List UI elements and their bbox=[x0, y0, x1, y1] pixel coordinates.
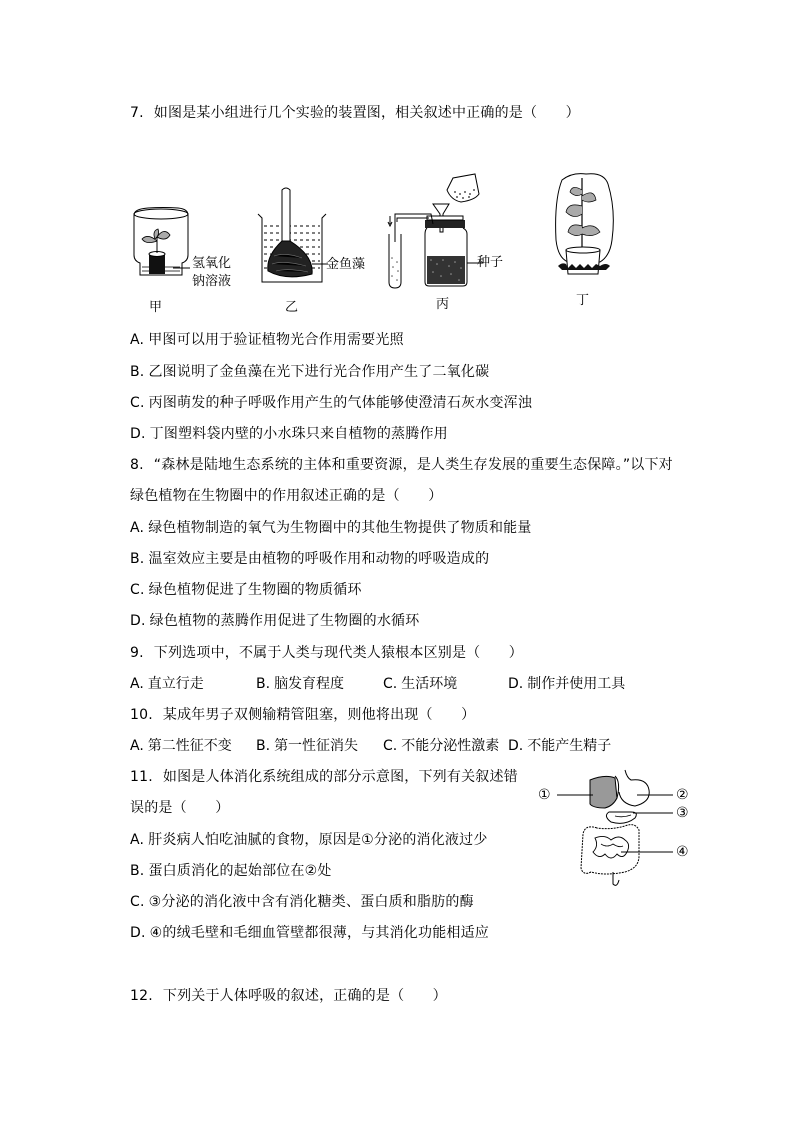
question-11-option-d[interactable] bbox=[130, 924, 489, 942]
option-letter: C. bbox=[383, 676, 398, 692]
digestive-label-3: ③ bbox=[676, 805, 689, 821]
bell-jar-plant-icon bbox=[128, 205, 198, 280]
option-text: 丁图塑料袋内壁的小水珠只来自植物的蒸腾作用 bbox=[149, 426, 448, 442]
option-text: 脑发育程度 bbox=[274, 676, 345, 692]
option-letter: D. bbox=[508, 676, 524, 692]
option-letter: D. bbox=[130, 613, 146, 629]
option-text: ③分泌的消化液中含有消化糖类、蛋白质和脂肪的酶 bbox=[148, 894, 474, 910]
question-9-option-b[interactable] bbox=[256, 675, 344, 693]
option-letter: B. bbox=[130, 551, 145, 567]
question-8-option-a[interactable] bbox=[130, 519, 532, 537]
option-letter: D. bbox=[508, 738, 524, 754]
option-text: 绿色植物制造的氧气为生物圈中的其他生物提供了物质和能量 bbox=[148, 520, 532, 536]
option-letter: D. bbox=[130, 426, 146, 442]
option-letter: C. bbox=[383, 738, 398, 754]
option-text: 绿色植物的蒸腾作用促进了生物圈的水循环 bbox=[149, 613, 420, 629]
question-7-stem bbox=[130, 104, 580, 122]
question-9-option-a[interactable] bbox=[130, 675, 204, 693]
figure-ding-plastic-bag-plant bbox=[552, 170, 618, 280]
option-letter: A. bbox=[130, 738, 144, 754]
question-8-option-c[interactable] bbox=[130, 581, 362, 599]
option-text: 乙图说明了金鱼藻在光下进行光合作用产生了二氧化碳 bbox=[148, 364, 490, 380]
panel-label-jia: 甲 bbox=[149, 300, 163, 315]
option-text: 直立行走 bbox=[147, 676, 204, 692]
question-7-option-b[interactable] bbox=[130, 363, 489, 381]
option-letter: A. bbox=[130, 676, 144, 692]
question-10-option-b[interactable] bbox=[256, 737, 358, 755]
question-number: 9. bbox=[130, 645, 144, 661]
question-11-option-c[interactable] bbox=[130, 893, 474, 911]
question-12-stem bbox=[130, 987, 447, 1005]
seed-bottle-testtube-icon bbox=[385, 172, 485, 290]
digestive-label-4: ④ bbox=[676, 844, 689, 860]
question-text: “森林是陆地生态系统的主体和重要资源，是人类生存发展的重要生态保障。”以下对 bbox=[153, 457, 673, 473]
option-letter: C. bbox=[130, 395, 145, 411]
option-letter: A. bbox=[130, 332, 145, 348]
question-7-option-a[interactable] bbox=[130, 331, 404, 349]
question-9-stem bbox=[130, 644, 523, 662]
question-number: 8. bbox=[130, 457, 144, 473]
question-11-stem-line1 bbox=[130, 768, 518, 786]
option-text: 肝炎病人怕吃油腻的食物，原因是①分泌的消化液过少 bbox=[148, 832, 488, 848]
option-text: 温室效应主要是由植物的呼吸作用和动物的呼吸造成的 bbox=[148, 551, 490, 567]
question-7-option-d[interactable] bbox=[130, 425, 448, 443]
option-letter: D. bbox=[130, 925, 146, 941]
question-text: 下列关于人体呼吸的叙述，正确的是（ ） bbox=[162, 988, 447, 1004]
digestive-label-2: ② bbox=[676, 787, 689, 803]
question-number: 10. bbox=[130, 707, 153, 723]
option-letter: C. bbox=[130, 894, 145, 910]
question-number: 7. bbox=[130, 105, 144, 121]
question-8-stem-line1 bbox=[130, 456, 673, 474]
label-naoh-1: 氢氧化 bbox=[192, 256, 232, 271]
question-text: 如图是某小组进行几个实验的装置图，相关叙述中正确的是（ ） bbox=[153, 105, 580, 121]
option-text: 甲图可以用于验证植物光合作用需要光照 bbox=[148, 332, 404, 348]
digestive-system-icon bbox=[535, 768, 695, 888]
figure-bing-seed-bottle bbox=[385, 172, 485, 290]
digestive-label-1: ① bbox=[538, 787, 551, 803]
option-letter: C. bbox=[130, 582, 145, 598]
option-letter: A. bbox=[130, 520, 145, 536]
question-number: 11. bbox=[130, 769, 153, 785]
question-text: 某成年男子双侧输精管阻塞，则他将出现（ ） bbox=[162, 707, 476, 723]
panel-label-yi: 乙 bbox=[285, 300, 299, 315]
figure-jia-bell-jar bbox=[128, 205, 198, 280]
option-text: 不能产生精子 bbox=[527, 738, 612, 754]
label-seeds: 种子 bbox=[477, 255, 504, 270]
question-8-stem-line2: 绿色植物在生物圈中的作用叙述正确的是（ ） bbox=[130, 488, 443, 504]
option-text: 生活环境 bbox=[401, 676, 458, 692]
option-text: 第二性征不变 bbox=[147, 738, 232, 754]
label-naoh-2: 钠溶液 bbox=[192, 274, 232, 289]
option-text: ④的绒毛壁和毛细血管壁都很薄，与其消化功能相适应 bbox=[149, 925, 489, 941]
question-8-option-d[interactable] bbox=[130, 612, 419, 630]
option-letter: B. bbox=[130, 863, 145, 879]
question-10-stem bbox=[130, 706, 475, 724]
option-text: 不能分泌性激素 bbox=[401, 738, 500, 754]
question-text: 如图是人体消化系统组成的部分示意图，下列有关叙述错 bbox=[162, 769, 518, 785]
question-11-option-b[interactable] bbox=[130, 862, 332, 880]
bagged-potted-plant-icon bbox=[552, 170, 618, 280]
option-text: 丙图萌发的种子呼吸作用产生的气体能够使澄清石灰水变浑浊 bbox=[148, 395, 533, 411]
panel-label-ding: 丁 bbox=[576, 293, 590, 308]
option-letter: A. bbox=[130, 832, 145, 848]
question-10-option-a[interactable] bbox=[130, 737, 232, 755]
option-text: 第一性征消失 bbox=[274, 738, 359, 754]
option-text: 蛋白质消化的起始部位在②处 bbox=[148, 863, 332, 879]
figure-yi-beaker bbox=[256, 186, 331, 286]
label-waterweed: 金鱼藻 bbox=[326, 257, 366, 272]
beaker-waterweed-icon bbox=[256, 186, 331, 286]
question-11-option-a[interactable] bbox=[130, 831, 488, 849]
question-9-option-d[interactable] bbox=[508, 675, 625, 693]
option-text: 制作并使用工具 bbox=[527, 676, 626, 692]
question-9-option-c[interactable] bbox=[383, 675, 457, 693]
figure-digestive-system bbox=[535, 768, 695, 888]
question-8-option-b[interactable] bbox=[130, 550, 489, 568]
question-11-stem-line2: 误的是（ ） bbox=[130, 800, 230, 816]
option-letter: B. bbox=[256, 738, 271, 754]
question-10-option-d[interactable] bbox=[508, 737, 611, 755]
question-text: 下列选项中，不属于人类与现代类人猿根本区别是（ ） bbox=[153, 645, 523, 661]
question-7-option-c[interactable] bbox=[130, 394, 532, 412]
option-letter: B. bbox=[130, 364, 145, 380]
option-letter: B. bbox=[256, 676, 271, 692]
question-number: 12. bbox=[130, 988, 153, 1004]
question-10-option-c[interactable] bbox=[383, 737, 499, 755]
option-text: 绿色植物促进了生物圈的物质循环 bbox=[148, 582, 362, 598]
panel-label-bing: 丙 bbox=[436, 297, 450, 312]
